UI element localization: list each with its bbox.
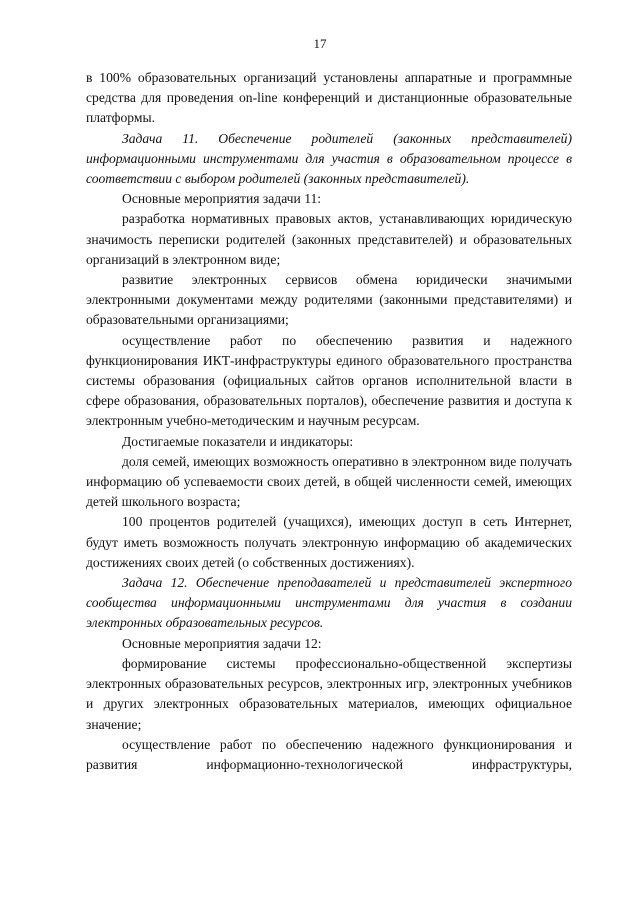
list-item: развитие электронных сервисов обмена юридически значимыми электронными документами между родителями (законными представителями) и образовательными организациями; [86, 272, 572, 328]
paragraph: Основные мероприятия задачи 12: [122, 635, 322, 651]
list-item: осуществление работ по обеспечению развития и надежного функционирования ИКТ-инфраструктуры единого образовательного пространства системы образования (официальных сайтов органов исполнительной власти в сфере образования, образовательных порталов), обеспечение развития и доступа к электронным учебно-методическим и научным ресурсам. [86, 332, 572, 429]
list-item: доля семей, имеющих возможность оперативно в электронном виде получать информацию об успеваемости своих детей, в общей численности семей, имеющих детей школьного возраста; [86, 453, 572, 510]
list-item: 100 процентов родителей (учащихся), имеющих доступ в сеть Интернет, будут иметь возможность получать электронную информацию об академических достижениях своих детей (о собственных достижениях). [86, 514, 572, 570]
list-item: осуществление работ по обеспечению надежного функционирования и развития информационно-технологической инфраструктуры, [86, 736, 572, 772]
document-body [86, 68, 572, 775]
page-number: 17 [313, 36, 327, 51]
paragraph: Достигаемые показатели и индикаторы: [122, 433, 354, 449]
task-heading: Задача 12. Обеспечение преподавателей и представителей экспертного сообщества информационными инструментами для участия в создании электронных образовательных ресурсов. [86, 575, 572, 631]
paragraph: Основные мероприятия задачи 11: [122, 191, 322, 207]
paragraph: в 100% образовательных организаций установлены аппаратные и программные средства для проведения on-line конференций и дистанционные образовательные платформы. [86, 70, 572, 126]
task-heading: Задача 11. Обеспечение родителей (законных представителей) информационными инструментами для участия в образовательном процессе в соответствии с выбором родителей (законных представителей). [86, 130, 572, 187]
list-item: разработка нормативных правовых актов, устанавливающих юридическую значимость переписки родителей (законных представителей) и образовательных организаций в электронном виде; [86, 211, 572, 267]
list-item: формирование системы профессионально-общественной экспертизы электронных образовательных ресурсов, электронных игр, электронных учебников и других электронных образовательных материалов, имеющих официальное значение; [86, 655, 572, 732]
